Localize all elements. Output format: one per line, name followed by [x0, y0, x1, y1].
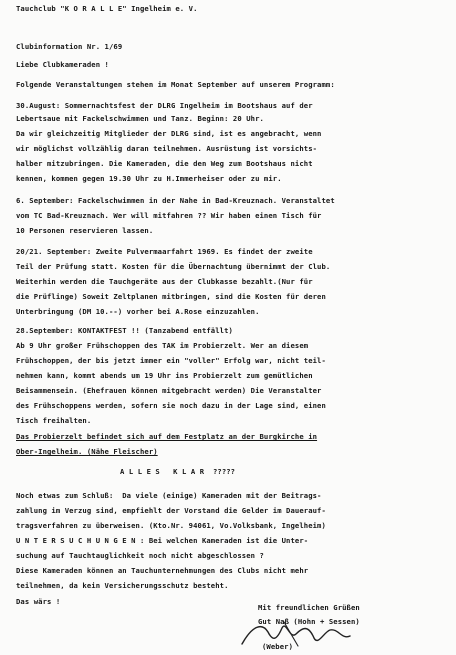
event-sep6-line-1: 6. September: Fackelschwimmen in der Nahe in Bad-Kreuznach. Veranstaltet — [16, 196, 335, 205]
signatories: Gut Naß (Hohn + Sessen) — [258, 617, 360, 626]
event-aug30-line-3: Da wir gleichzeitig Mitglieder der DLRG sind, ist es angebracht, wenn — [16, 129, 322, 138]
event-sep28-line-2: Ab 9 Uhr großer Frühschoppen des TAK im Probierzelt. Wer an diesem — [16, 341, 309, 350]
event-sep28-line-1: 28.September: KONTAKTFEST !! (Tanzabend entfällt) — [16, 326, 233, 335]
salutation: Liebe Clubkameraden ! — [16, 60, 109, 69]
handwritten-signature — [238, 618, 368, 650]
newsletter-number: Clubinformation Nr. 1/69 — [16, 42, 123, 51]
event-sep20-line-2: Teil der Prüfung statt. Kosten für die Übernachtung übernimmt der Club. — [16, 262, 331, 271]
medical-check-line-4: teilnehmen, da kein Versicherungsschutz besteht. — [16, 581, 229, 590]
medical-check-line-1: U N T E R S U C H U N G E N : Bei welchen Kameraden ist die Unter- — [16, 536, 309, 545]
event-sep20-line-4: die Prüflinge) Soweit Zeltplanen mitbringen, sind die Kosten für deren — [16, 292, 326, 301]
medical-check-line-3: Diese Kameraden können an Tauchunternehmungen des Clubs nicht mehr — [16, 566, 309, 575]
event-sep6-line-3: 10 Personen reservieren lassen. — [16, 226, 154, 235]
event-aug30-line-5: halber mitzubringen. Die Kameraden, die den Weg zum Bootshaus nicht — [16, 159, 313, 168]
signatory-name: (Weber) — [262, 642, 293, 651]
event-sep28-line-4: nehmen kann, kommt abends um 19 Uhr ins Probierzelt zum gemütlichen — [16, 371, 313, 380]
venue-line-1: Das Probierzelt befindet sich auf dem Festplatz an der Burgkirche in — [16, 432, 318, 441]
venue-line-2: Ober-Ingelheim. (Nähe Fleischer) — [16, 447, 158, 456]
closing-note-line-3: tragsverfahren zu überweisen. (Kto.Nr. 94061, Vo.Volksbank, Ingelheim) — [16, 521, 326, 530]
event-sep28-line-7: Tisch freihalten. — [16, 416, 92, 425]
greeting: Mit freundlichen Grüßen — [258, 603, 360, 612]
event-sep20-line-5: Unterbringung (DM 10.--) vorher bei A.Rose einzuzahlen. — [16, 307, 260, 316]
event-aug30-line-6: kennen, kommen gegen 19.30 Uhr zu H.Immerheiser oder zu mir. — [16, 174, 282, 183]
event-sep20-line-3: Weiterhin werden die Tauchgeräte aus der Clubkasse bezahlt.(Nur für — [16, 277, 313, 286]
closing-note-line-2: zahlung im Verzug sind, empfiehlt der Vorstand die Gelder im Dauerauf- — [16, 506, 326, 515]
event-sep28-line-5: Beisammensein. (Ehefrauen können mitgebracht werden) Die Veranstalter — [16, 386, 322, 395]
club-header: Tauchclub "K O R A L L E" Ingelheim e. V. — [16, 4, 198, 13]
event-sep6-line-2: vom TC Bad-Kreuznach. Wer will mitfahren ?? Wir haben einen Tisch für — [16, 211, 322, 220]
event-aug30-line-1: 30.August: Sommernachtsfest der DLRG Ingelheim im Bootshaus auf der — [16, 101, 313, 110]
event-sep20-line-1: 20/21. September: Zweite Pulvermaarfahrt 1969. Es findet der zweite — [16, 247, 313, 256]
event-sep28-line-6: des Frühschoppens werden, sofern sie noch dazu in der Lage sind, einen — [16, 401, 326, 410]
program-intro: Folgende Veranstaltungen stehen im Monat September auf unserem Programm: — [16, 80, 335, 89]
closing-note-line-1: Noch etwas zum Schluß: Da viele (einige) Kameraden mit der Beitrags- — [16, 491, 322, 500]
alles-klar: A L L E S K L A R ????? — [120, 467, 236, 476]
event-aug30-line-2: Lebertsaue mit Fackelschwimmen und Tanz. Beginn: 20 Uhr. — [16, 114, 264, 123]
event-sep28-line-3: Frühschoppen, der bis jetzt immer ein "voller" Erfolg war, nicht teil- — [16, 356, 326, 365]
sign-off: Das wärs ! — [16, 597, 61, 606]
event-aug30-line-4: wir möglichst vollzählig daran teilnehmen. Ausrüstung ist vorsichts- — [16, 144, 318, 153]
medical-check-line-2: suchung auf Tauchtauglichkeit noch nicht abgeschlossen ? — [16, 551, 264, 560]
